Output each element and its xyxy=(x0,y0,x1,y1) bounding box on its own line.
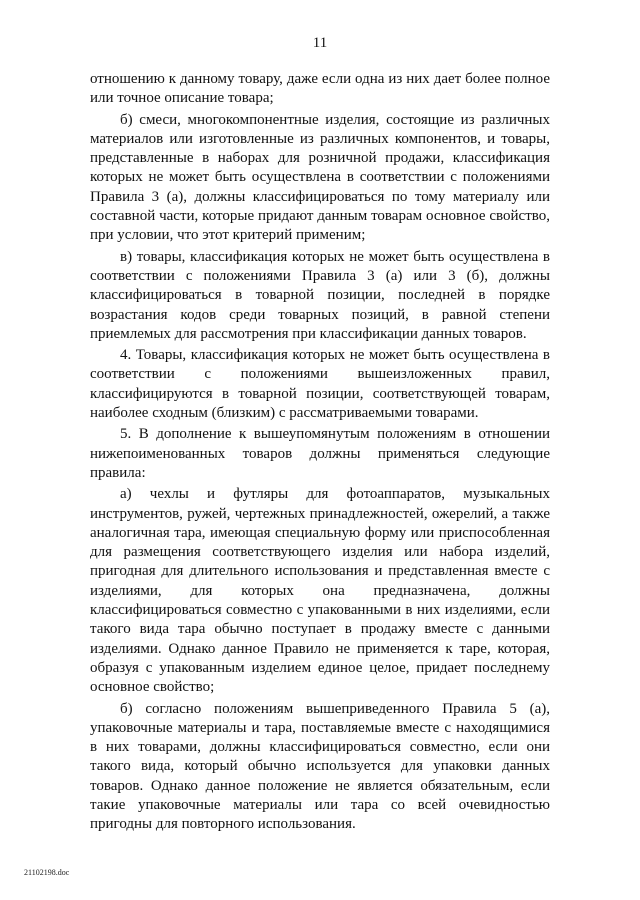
paragraph-rule-5a: а) чехлы и футляры для фотоаппаратов, музыкальных инструментов, ружей, чертежных принадлежностей, ожерелий, а также аналогичная тара, имеющая специальную форму или приспособленная для размещения соответствующего изделия или набора изделий, пригодная для длительного использования и представленная вместе с изделиями, для которых она предназначена, должны классифицироваться совместно с упакованными в них изделиями, если такого вида тара обычно поступает в продажу вместе с данными изделиями. Однако данное Правило не применяется к таре, которая, образуя с упакованным изделием единое целое, придает последнему основное свойство; xyxy=(90,486,550,696)
paragraph-continuation: отношению к данному товару, даже если одна из них дает более полное или точное описание товара; xyxy=(90,71,550,107)
paragraph-rule-5: 5. В дополнение к вышеупомянутым положениям в отношении нижепоименованных товаров должны применяться следующие правила: xyxy=(90,426,550,481)
paragraph-rule-3c: в) товары, классификация которых не может быть осуществлена в соответствии с положениями Правила 3 (а) или 3 (б), должны классифицироваться в товарной позиции, последней в порядке возрастания кодов среди товарных позиций, в равной степени приемлемых для рассмотрения при классификации данных товаров. xyxy=(90,248,550,342)
page-number: 11 xyxy=(312,35,328,51)
paragraph-rule-4: 4. Товары, классификация которых не может быть осуществлена в соответствии с положениями вышеизложенных правил, классифицируются в товарной позиции, соответствующей товарам, наиболее сходным (близким) с рассматриваемыми товарами. xyxy=(90,347,550,422)
paragraph-rule-5b: б) согласно положениям вышеприведенного Правила 5 (а), упаковочные материалы и тара, поставляемые вместе с находящимися в них товарами, должны классифицироваться совместно, если они такого вида, который обычно используется для упаковки данных товаров. Однако данное положение не является обязательным, если такие упаковочные материалы или тара со всей очевидностью пригодны для повторного использования. xyxy=(90,700,550,833)
paragraph-rule-3b: б) смеси, многокомпонентные изделия, состоящие из различных материалов или изготовленные из различных компонентов, и товары, представленные в наборах для розничной продажи, классификация которых не может быть осуществлена в соответствии с положениями Правила 3 (а), должны классифицироваться по тому материалу или составной части, которые придают данным товарам основное свойство, при условии, что этот критерий применим; xyxy=(90,111,550,244)
file-name-footer: 21102198.doc xyxy=(24,868,70,877)
document-body xyxy=(90,70,550,837)
